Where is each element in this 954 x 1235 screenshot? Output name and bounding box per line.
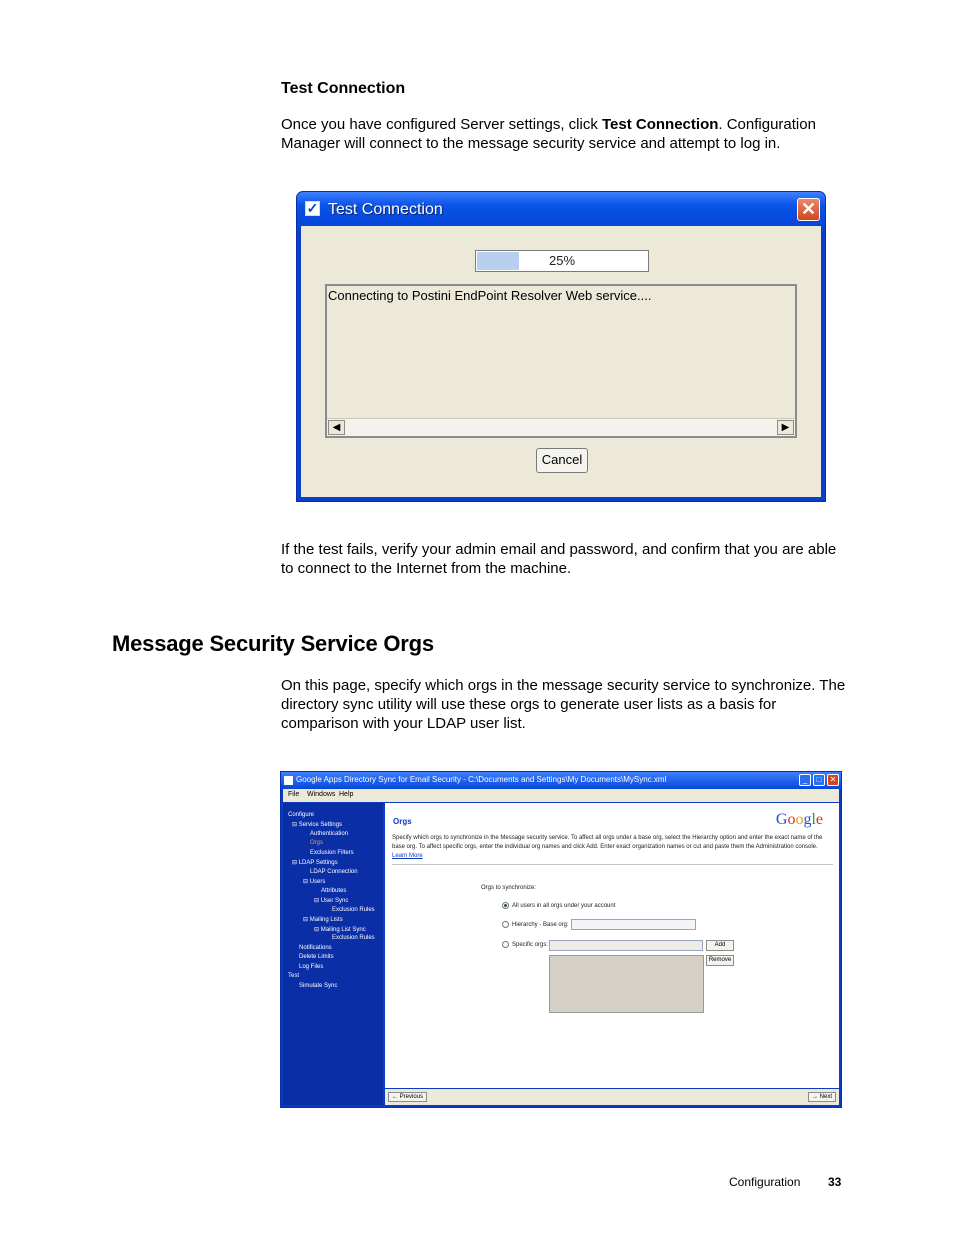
radio-specific-orgs[interactable]	[502, 941, 509, 948]
previous-label: Previous	[399, 1094, 424, 1100]
maximize-icon[interactable]: □	[813, 774, 825, 786]
minimize-icon[interactable]: _	[799, 774, 811, 786]
para-text-bold: Test Connection	[602, 116, 719, 133]
arrow-right-icon[interactable]: ▶	[777, 420, 794, 435]
dialog-title: Test Connection	[328, 201, 443, 218]
log-message: Connecting to Postini EndPoint Resolver Web service....	[328, 288, 652, 303]
tree-label: User Sync	[320, 898, 349, 904]
specific-orgs-list[interactable]	[549, 955, 704, 1013]
arrow-left-icon[interactable]: ◀	[328, 420, 345, 435]
learn-more-link[interactable]: Learn More	[392, 853, 423, 859]
test-connection-paragraph	[281, 115, 846, 153]
menu-help[interactable]: Help	[339, 791, 354, 798]
test-failure-paragraph: If the test fails, verify your admin email and password, and confirm that you are able to connect to the Internet from the machine.	[281, 541, 837, 577]
radio-all-users[interactable]	[502, 902, 509, 909]
panel-title: Orgs	[393, 817, 412, 826]
google-logo: Google	[775, 811, 823, 828]
tree-test[interactable]: Test	[288, 973, 300, 979]
progress-label: 25%	[548, 253, 576, 268]
tree-label: Users	[309, 879, 326, 885]
remove-button[interactable]: Remove	[706, 955, 734, 966]
tree-service-settings[interactable]: ⊟ Service Settings	[292, 822, 343, 828]
divider	[392, 864, 833, 865]
close-icon[interactable]: ✕	[827, 774, 839, 786]
tree-label: Service Settings	[298, 822, 343, 828]
para-text-post: . Configuration Manager will connect to the message security service and attempt to log in.	[281, 116, 816, 152]
tree-simulate-sync[interactable]: Simulate Sync	[299, 983, 338, 989]
panel-description	[392, 834, 832, 861]
dialog-title-bar	[297, 192, 825, 226]
next-button[interactable]: → Next	[808, 1092, 836, 1102]
tree-label: Mailing List Sync	[320, 927, 366, 933]
cancel-button[interactable]: Cancel	[536, 448, 588, 473]
specific-org-input[interactable]	[549, 940, 703, 951]
dialog-body	[301, 226, 821, 497]
page-number: 33	[828, 1175, 842, 1189]
progress-bar	[475, 250, 649, 272]
tree-label: Mailing Lists	[309, 917, 343, 923]
option-all-users-label: All users in all orgs under your account	[512, 903, 616, 909]
radio-hierarchy[interactable]	[502, 921, 509, 928]
tree-attributes[interactable]: Attributes	[321, 888, 347, 894]
tree-delete-limits[interactable]: Delete Limits	[299, 954, 334, 960]
tree-users[interactable]: ⊟ Users	[303, 879, 326, 885]
menu-windows[interactable]: Windows	[307, 791, 336, 798]
add-button[interactable]: Add	[706, 940, 734, 951]
tree-log-files[interactable]: Log Files	[299, 964, 324, 970]
menu-bar	[283, 789, 839, 802]
para-text-pre: Once you have configured Server settings, click	[281, 116, 602, 133]
app-title-bar	[281, 772, 841, 789]
tree-notifications[interactable]: Notifications	[299, 945, 332, 951]
orgs-to-sync-label: Orgs to synchronize:	[481, 885, 537, 891]
footer-section: Configuration	[729, 1175, 801, 1189]
tree-user-sync[interactable]: ⊟ User Sync	[314, 898, 349, 904]
orgs-paragraph: On this page, specify which orgs in the message security service to synchronize. The directory sync utility will use these orgs to generate user lists as a basis for comparison with your LDAP user list.	[281, 677, 846, 732]
checkmark-icon: ✓	[306, 200, 319, 216]
base-org-input[interactable]	[571, 919, 696, 930]
tree-configure[interactable]: Configure	[288, 812, 315, 818]
app-title: Google Apps Directory Sync for Email Security - C:\Documents and Settings\My Documents\MySync.xml	[296, 775, 667, 784]
test-connection-dialog	[296, 191, 826, 502]
tree-mailing-lists[interactable]: ⊟ Mailing Lists	[303, 917, 343, 923]
tree-exclusion-filters[interactable]: Exclusion Filters	[310, 850, 354, 856]
navigation-tree	[283, 803, 383, 1105]
orgs-panel	[385, 803, 839, 1088]
tree-label: LDAP Settings	[298, 860, 338, 866]
tree-mailing-list-sync[interactable]: ⊟ Mailing List Sync	[314, 927, 366, 933]
next-label: Next	[819, 1094, 832, 1100]
tree-ldap-connection[interactable]: LDAP Connection	[310, 869, 358, 875]
app-checkmark-icon	[284, 776, 293, 785]
section-heading-orgs: Message Security Service Orgs	[112, 631, 434, 656]
sync-app-window	[280, 771, 842, 1108]
menu-file[interactable]: File	[288, 791, 300, 798]
tree-user-exclusion-rules[interactable]: Exclusion Rules	[332, 907, 375, 913]
horizontal-scrollbar[interactable]	[327, 418, 795, 436]
description-text: Specify which orgs to synchronize in the Message security service. To affect all orgs under a base org, select the Hierarchy option and enter the exact name of the base org. To affect specific orgs, enter the individual org names and click Add. Enter exact organization names or cut and paste them the Administration console.	[392, 835, 823, 850]
log-textbox[interactable]	[325, 284, 797, 438]
tree-ldap-settings[interactable]: ⊟ LDAP Settings	[292, 860, 338, 866]
close-icon[interactable]: ✕	[797, 198, 820, 221]
navigation-footer	[385, 1089, 839, 1105]
previous-button[interactable]: ← Previous	[388, 1092, 427, 1102]
tree-authentication[interactable]: Authentication	[310, 831, 349, 837]
tree-orgs[interactable]: Orgs	[310, 840, 324, 846]
section-heading-test-connection: Test Connection	[281, 80, 406, 97]
option-specific-orgs-label: Specific orgs:	[512, 942, 549, 948]
option-hierarchy-label: Hierarchy - Base org:	[512, 922, 569, 928]
tree-list-exclusion-rules[interactable]: Exclusion Rules	[332, 935, 375, 941]
